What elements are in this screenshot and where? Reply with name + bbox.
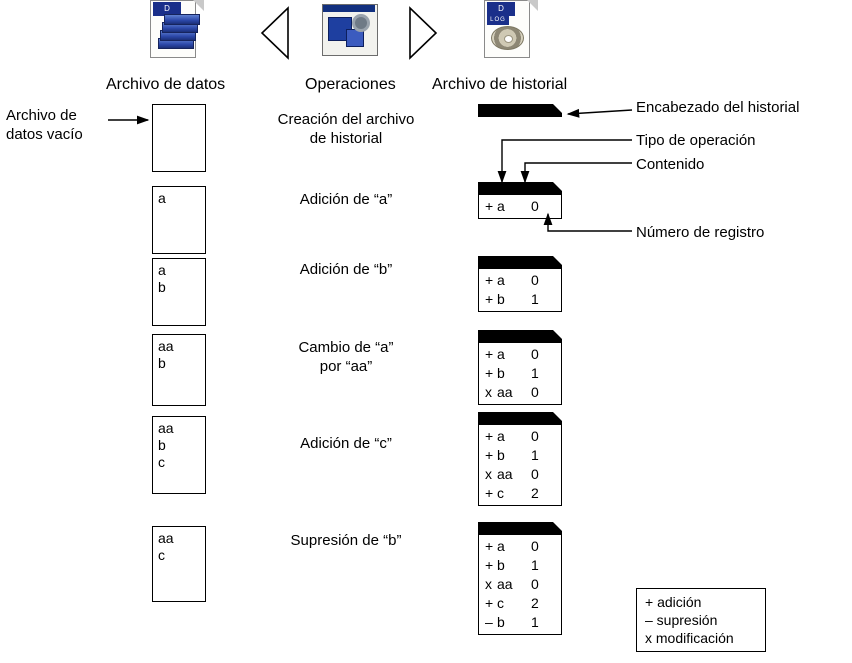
gear-icon [352, 14, 370, 32]
data-file-stack-icon [150, 0, 204, 62]
log-records [478, 535, 562, 635]
log-content: a [497, 198, 505, 214]
doc-badge-label: D [487, 2, 515, 16]
legend-item-addition: + adición [645, 594, 702, 610]
log-file-box-row-3 [478, 330, 562, 405]
triangle-left-icon [258, 6, 294, 60]
log-record-row [479, 537, 561, 556]
data-file-box-row-5 [152, 526, 206, 602]
operation-label-row-0 [256, 110, 436, 148]
log-record-row [479, 427, 561, 446]
log-records [478, 195, 562, 219]
log-file-box-row-4 [478, 412, 562, 506]
log-record-row [479, 575, 561, 594]
data-file-line: a [158, 190, 166, 206]
log-op: x [485, 576, 492, 592]
log-file-box-row-2 [478, 256, 562, 312]
log-op: + [485, 272, 494, 288]
legend-box [636, 588, 766, 652]
operation-label-row-4 [256, 434, 436, 453]
doc-fold-shape [193, 0, 204, 11]
log-header-bar [478, 104, 562, 117]
log-num: 0 [531, 466, 539, 482]
log-num: 0 [531, 346, 539, 362]
log-record-row [479, 383, 561, 402]
log-content: a [497, 272, 505, 288]
column-heading-operations: Operaciones [305, 76, 396, 93]
log-record-row [479, 197, 561, 216]
data-file-line: b [158, 355, 166, 371]
log-header-bar [478, 256, 562, 269]
log-header-bar [478, 412, 562, 425]
operation-label-line2: por “aa” [319, 358, 373, 375]
log-record-row [479, 290, 561, 309]
log-op: + [485, 595, 494, 611]
log-content: b [497, 291, 505, 307]
log-file-box-row-1 [478, 182, 562, 219]
doc-badge-label: D [153, 2, 181, 16]
data-file-line: a [158, 262, 166, 278]
operation-label-row-3 [256, 338, 436, 376]
log-num: 1 [531, 365, 539, 381]
log-file-box-row-0 [478, 104, 562, 117]
log-record-row [479, 556, 561, 575]
log-content: a [497, 346, 505, 362]
log-op: + [485, 198, 494, 214]
annotation-empty-data-file [6, 106, 83, 144]
log-op: – [485, 614, 493, 630]
operation-label-row-2 [256, 260, 436, 279]
log-header-bar [478, 522, 562, 535]
operation-label-line1: Supresión de “b” [290, 532, 402, 549]
log-content: c [497, 595, 504, 611]
log-content: aa [497, 384, 513, 400]
log-file-cd-icon [484, 0, 538, 62]
operation-label-row-5 [256, 531, 436, 550]
log-record-row [479, 613, 561, 632]
data-file-line: b [158, 437, 166, 453]
log-op: + [485, 485, 494, 501]
log-content: a [497, 538, 505, 554]
log-op: + [485, 538, 494, 554]
annotation-record-number: Número de registro [636, 224, 765, 241]
annotation-log-header: Encabezado del historial [636, 99, 800, 116]
ops-titlebar-shape [323, 5, 375, 12]
cd-disc-shape [491, 26, 524, 50]
log-num: 0 [531, 428, 539, 444]
annotation-content: Contenido [636, 156, 705, 173]
data-file-line: aa [158, 338, 174, 354]
operation-label-row-1 [256, 190, 436, 209]
data-file-box-row-0 [152, 104, 206, 172]
log-content: b [497, 614, 505, 630]
legend-item-modification: x modificación [645, 630, 734, 646]
operations-puzzle-gear-icon [322, 4, 378, 56]
log-num: 0 [531, 198, 539, 214]
log-op: + [485, 346, 494, 362]
data-file-line: c [158, 547, 165, 563]
log-op: + [485, 365, 494, 381]
log-content: b [497, 365, 505, 381]
log-num: 0 [531, 538, 539, 554]
log-op: x [485, 384, 492, 400]
log-num: 2 [531, 485, 539, 501]
operation-label-line1: Adición de “c” [300, 435, 392, 452]
data-file-box-row-3 [152, 334, 206, 406]
operation-label-line1: Cambio de “a” [298, 339, 394, 356]
operation-label-line2: de historial [309, 130, 383, 147]
data-file-line: aa [158, 530, 174, 546]
log-num: 0 [531, 272, 539, 288]
log-header-bar [478, 182, 562, 195]
log-record-row [479, 271, 561, 290]
column-heading-data-file: Archivo de datos [106, 76, 226, 93]
log-num: 0 [531, 576, 539, 592]
doc-badge-log-label: LOG [487, 16, 509, 25]
data-file-line: b [158, 279, 166, 295]
log-op: + [485, 291, 494, 307]
log-content: c [497, 485, 504, 501]
log-records [478, 343, 562, 405]
data-file-box-row-1 [152, 186, 206, 254]
log-content: aa [497, 576, 513, 592]
triangle-right-icon [404, 6, 440, 60]
log-record-row [479, 446, 561, 465]
legend-item-deletion: – supresión [645, 612, 718, 628]
doc-fold-shape [527, 0, 538, 11]
log-num: 1 [531, 614, 539, 630]
log-num: 0 [531, 384, 539, 400]
column-heading-log-file: Archivo de historial [432, 76, 568, 93]
operation-label-line1: Creación del archivo [277, 111, 415, 128]
log-op: x [485, 466, 492, 482]
log-content: aa [497, 466, 513, 482]
log-num: 2 [531, 595, 539, 611]
log-records [478, 425, 562, 506]
log-records [478, 269, 562, 312]
log-op: + [485, 447, 494, 463]
data-file-line: aa [158, 420, 174, 436]
data-file-line: c [158, 454, 165, 470]
log-content: a [497, 428, 505, 444]
data-file-box-row-4 [152, 416, 206, 494]
annotation-line1: Archivo de [6, 107, 77, 124]
log-record-row [479, 345, 561, 364]
log-record-row [479, 594, 561, 613]
data-stack-shape [158, 14, 198, 58]
log-num: 1 [531, 447, 539, 463]
log-content: b [497, 447, 505, 463]
annotation-line2: datos vacío [6, 126, 83, 143]
annotation-operation-type: Tipo de operación [636, 132, 756, 149]
log-op: + [485, 557, 494, 573]
log-num: 1 [531, 557, 539, 573]
operation-label-line1: Adición de “b” [299, 261, 393, 278]
log-header-bar [478, 330, 562, 343]
data-file-box-row-2 [152, 258, 206, 326]
log-op: + [485, 428, 494, 444]
log-num: 1 [531, 291, 539, 307]
log-record-row [479, 364, 561, 383]
operation-label-line1: Adición de “a” [299, 191, 393, 208]
log-record-row [479, 465, 561, 484]
log-content: b [497, 557, 505, 573]
log-record-row [479, 484, 561, 503]
log-file-box-row-5 [478, 522, 562, 635]
